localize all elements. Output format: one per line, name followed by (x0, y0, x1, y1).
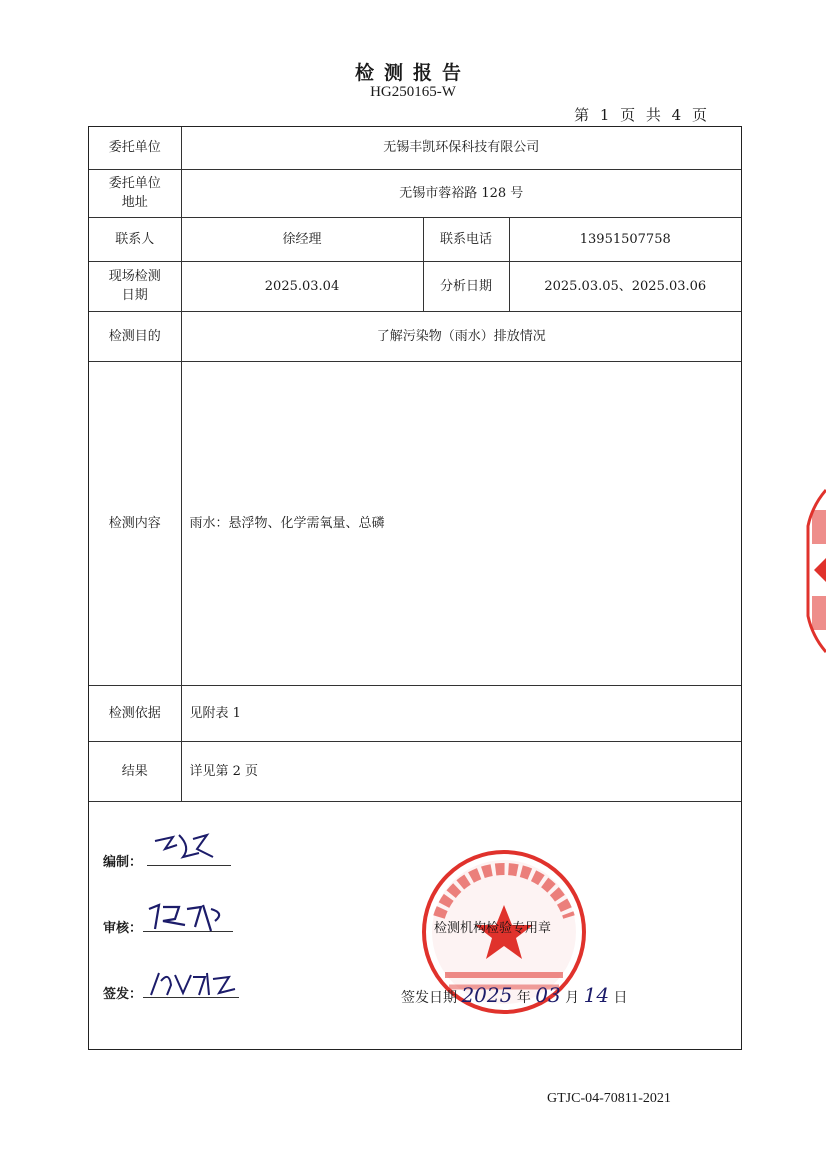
reviewer-signature (145, 899, 231, 939)
month-unit: 月 (565, 990, 580, 1006)
form-code: GTJC-04-70811-2021 (547, 1091, 671, 1106)
content-label: 检测内容 (89, 361, 181, 685)
purpose-value: 了解污染物（雨水）排放情况 (181, 311, 741, 361)
signature-area (89, 807, 741, 1047)
issue-year: 2025 (461, 983, 513, 1007)
info-table (89, 127, 741, 802)
contact-label: 联系人 (89, 217, 181, 261)
table-row (89, 217, 741, 261)
analysis-date-value: 2025.03.05、2025.03.06 (509, 261, 741, 311)
phone-value: 13951507758 (509, 217, 741, 261)
contact-value: 徐经理 (181, 217, 423, 261)
issue-day: 14 (583, 983, 610, 1007)
table-row (89, 311, 741, 361)
phone-label: 联系电话 (423, 217, 509, 261)
issue-month: 03 (535, 983, 561, 1007)
table-row (89, 127, 741, 169)
content-value: 雨水：悬浮物、化学需氧量、总磷 (181, 361, 741, 685)
result-value: 详见第 2 页 (181, 741, 741, 801)
page-info: 第 1 页 共 4 页 (574, 106, 710, 124)
table-row (89, 741, 741, 801)
editor-label: 编制： (103, 855, 143, 870)
issuer-label: 签发： (103, 987, 143, 1002)
result-label: 结果 (89, 741, 181, 801)
table-row (89, 169, 741, 217)
reviewer-label: 审核： (103, 921, 143, 936)
issue-date-label: 签发日期 (401, 990, 457, 1006)
report-number: HG250165-W (370, 84, 456, 100)
issuer-signature (145, 967, 239, 1003)
analysis-date-label: 分析日期 (423, 261, 509, 311)
basis-label: 检测依据 (89, 685, 181, 741)
report-frame (88, 126, 742, 1050)
seal-text: 检测机构检验专用章 (434, 921, 552, 936)
client-value: 无锡丰凯环保科技有限公司 (181, 127, 741, 169)
issue-date (401, 983, 628, 1007)
editor-signature (149, 827, 219, 867)
client-label: 委托单位 (89, 127, 181, 169)
table-row (89, 261, 741, 311)
table-row (89, 361, 741, 685)
day-unit: 日 (613, 990, 628, 1006)
year-unit: 年 (516, 990, 531, 1006)
side-seal (806, 486, 826, 656)
purpose-label: 检测目的 (89, 311, 181, 361)
onsite-date-label: 现场检测日期 (89, 261, 181, 311)
onsite-date-value: 2025.03.04 (181, 261, 423, 311)
report-title: 检测报告 (354, 62, 471, 84)
table-row (89, 685, 741, 741)
basis-value: 见附表 1 (181, 685, 741, 741)
address-label: 委托单位地址 (89, 169, 181, 217)
address-value: 无锡市蓉裕路 128 号 (181, 169, 741, 217)
